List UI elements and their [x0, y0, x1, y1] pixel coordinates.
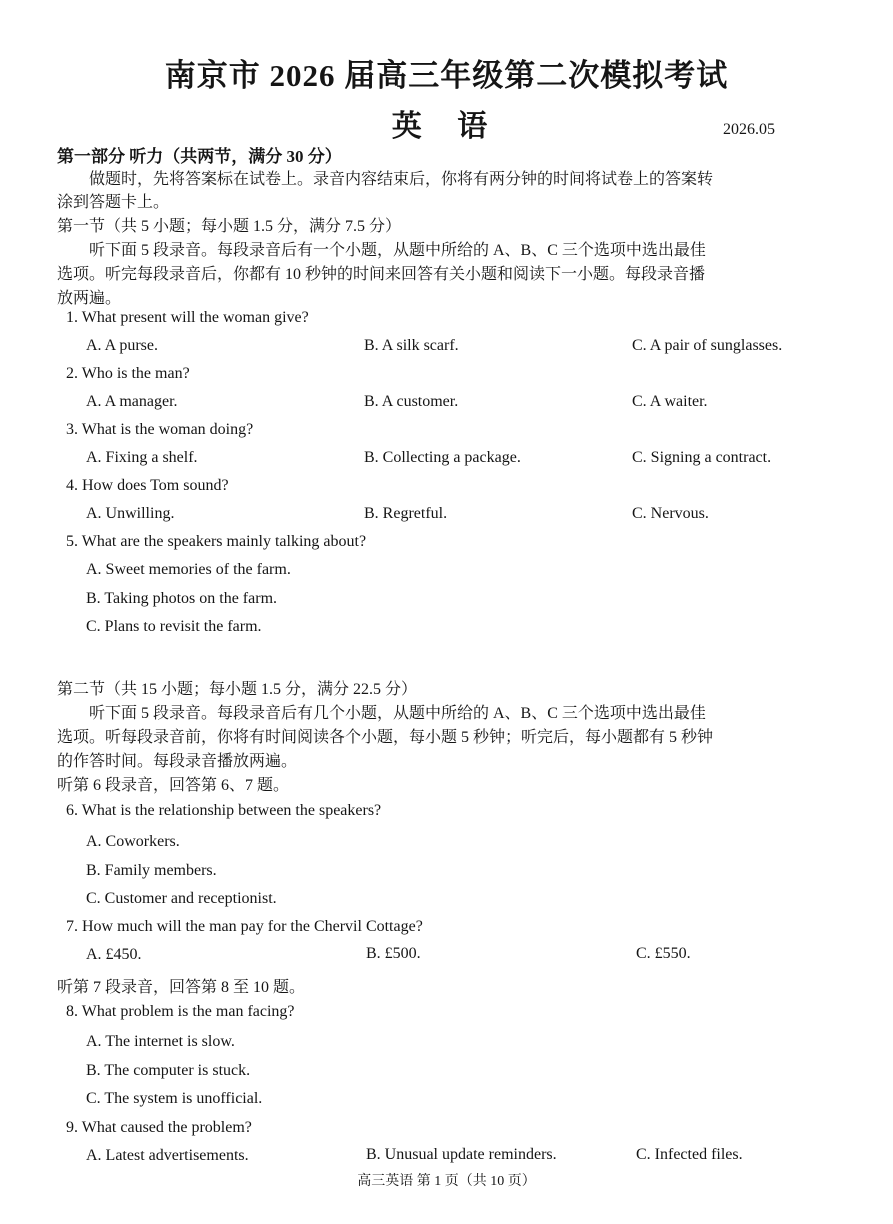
option-c: C. Customer and receptionist. [86, 890, 277, 907]
option-c: C. Infected files. [636, 1146, 743, 1163]
option-c: C. Plans to revisit the farm. [86, 618, 262, 635]
option-a: A. The internet is slow. [86, 1033, 235, 1050]
option-a: A. Unwilling. [86, 505, 175, 522]
option-c: C. A waiter. [632, 393, 708, 410]
subject-title: 英 语 [391, 110, 502, 143]
section2-line2: 选项。听每段录音前，你将有时间阅读各个小题，每小题 5 秒钟；听完后，每小题都有 5 秒钟 [57, 729, 714, 746]
question-stem: 5. What are the speakers mainly talking about? [66, 533, 367, 550]
section2-line1: 听下面 5 段录音。每段录音后有几个小题，从题中所给的 A、B、C 三个选项中选出最佳 [89, 705, 706, 722]
option-b: B. Family members. [86, 862, 217, 879]
option-a: A. £450. [86, 946, 142, 963]
option-a: A. Latest advertisements. [86, 1147, 249, 1164]
option-b: B. A customer. [364, 393, 459, 410]
section1-line3: 放两遍。 [57, 290, 122, 307]
question-stem: 6. What is the relationship between the speakers? [66, 802, 382, 819]
question-stem: 7. How much will the man pay for the Chervil Cottage? [66, 918, 423, 935]
question-stem: 9. What caused the problem? [66, 1119, 252, 1136]
exam-title: 南京市 2026 届高三年级第二次模拟考试 [164, 58, 729, 93]
option-b: B. Taking photos on the farm. [86, 590, 278, 607]
section2-heading: 第二节（共 15 小题；每小题 1.5 分，满分 22.5 分） [57, 681, 418, 698]
option-b: B. Collecting a package. [364, 449, 521, 466]
option-c: C. The system is unofficial. [86, 1090, 263, 1107]
option-a: A. Sweet memories of the farm. [86, 561, 291, 578]
question-stem: 2. Who is the man? [66, 365, 190, 382]
question-stem: 8. What problem is the man facing? [66, 1003, 295, 1020]
option-c: C. A pair of sunglasses. [632, 337, 783, 354]
option-a: A. Fixing a shelf. [86, 449, 198, 466]
part1-heading: 第一部分 听力（共两节，满分 30 分） [57, 147, 342, 166]
question-stem: 1. What present will the woman give? [66, 309, 309, 326]
segment-6-instruction: 听第 6 段录音，回答第 6、7 题。 [57, 777, 290, 794]
section2-line3: 的作答时间。每段录音播放两遍。 [57, 753, 298, 770]
option-c: C. £550. [636, 945, 691, 962]
option-a: A. A manager. [86, 393, 178, 410]
segment-7-instruction: 听第 7 段录音，回答第 8 至 10 题。 [57, 979, 306, 996]
exam-date: 2026.05 [723, 121, 775, 138]
section1-line1: 听下面 5 段录音。每段录音后有一个小题，从题中所给的 A、B、C 三个选项中选出最佳 [89, 242, 706, 259]
option-b: B. Unusual update reminders. [366, 1146, 557, 1163]
option-b: B. Regretful. [364, 505, 448, 522]
section1-line2: 选项。听完每段录音后，你都有 10 秒钟的时间来回答有关小题和阅读下一小题。每段录音播 [57, 266, 706, 283]
section1-heading: 第一节（共 5 小题；每小题 1.5 分，满分 7.5 分） [57, 218, 402, 235]
question-stem: 3. What is the woman doing? [66, 421, 254, 438]
option-c: C. Nervous. [632, 505, 709, 522]
option-b: B. £500. [366, 945, 421, 962]
option-a: A. Coworkers. [86, 833, 180, 850]
option-b: B. The computer is stuck. [86, 1062, 251, 1079]
question-stem: 4. How does Tom sound? [66, 477, 229, 494]
page-footer: 高三英语 第 1 页（共 10 页） [357, 1174, 536, 1189]
option-b: B. A silk scarf. [364, 337, 459, 354]
part1-instruction-line2: 涂到答题卡上。 [57, 194, 170, 211]
part1-instruction-line1: 做题时，先将答案标在试卷上。录音内容结束后，你将有两分钟的时间将试卷上的答案转 [89, 171, 714, 188]
option-c: C. Signing a contract. [632, 449, 772, 466]
option-a: A. A purse. [86, 337, 158, 354]
